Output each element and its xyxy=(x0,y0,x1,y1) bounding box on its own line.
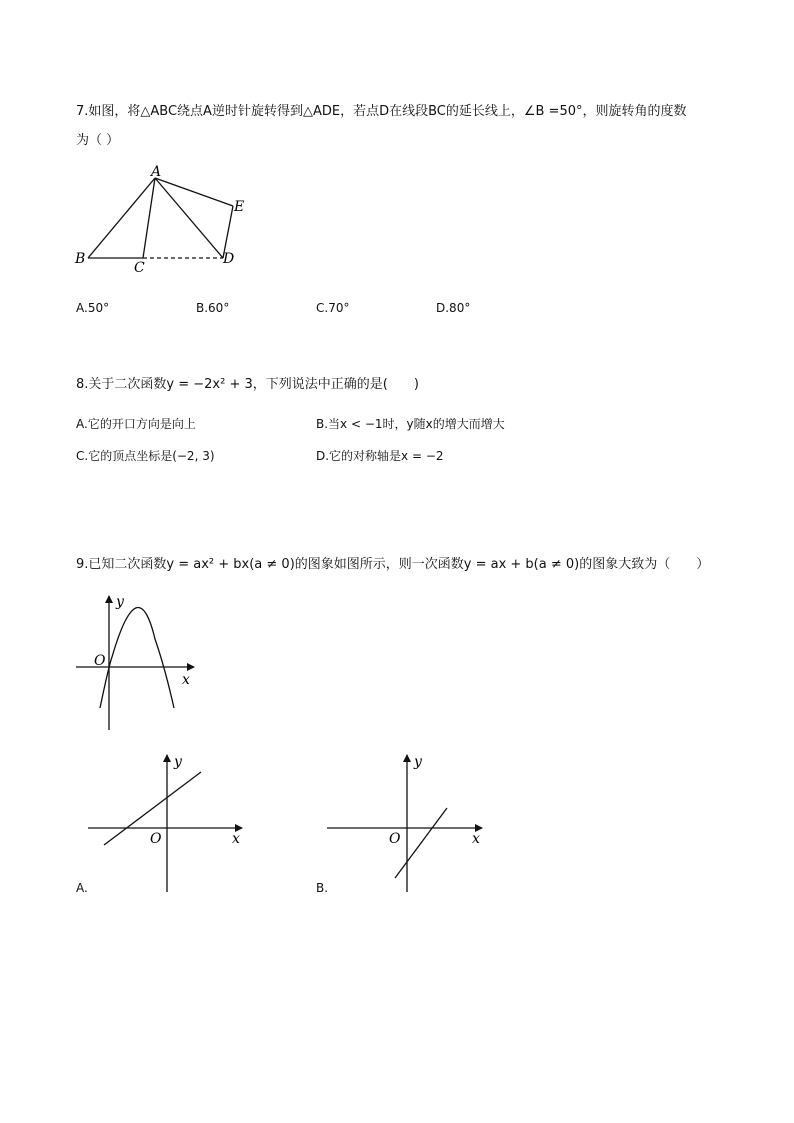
option-b-x-label: x xyxy=(472,831,480,847)
option-b-y-label: y xyxy=(414,754,422,770)
option-a-origin-label: O xyxy=(150,831,162,847)
label-d: D xyxy=(223,251,235,267)
q7-option-c[interactable]: C.70° xyxy=(316,301,350,315)
parabola-x-label: x xyxy=(182,672,190,688)
label-e: E xyxy=(234,199,245,215)
q7-stem-line1: 7.如图，将△ABC绕点A逆时针旋转得到△ADE，若点D在线段BC的延长线上，∠B =50°，则旋转角的度数 xyxy=(76,104,687,119)
q7-option-d[interactable]: D.80° xyxy=(436,301,471,315)
q8-option-b[interactable]: B.当x < −1时，y随x的增大而增大 xyxy=(316,417,505,431)
option-b-line xyxy=(395,808,447,878)
q9-stem: 9.已知二次函数y = ax² + bx(a ≠ 0)的图象如图所示，则一次函数y = ax + b(a ≠ 0)的图象大致为（ ） xyxy=(76,557,710,572)
q7-stem-line2: 为（ ） xyxy=(76,133,120,148)
option-a-y-label: y xyxy=(174,754,182,770)
label-a: A xyxy=(151,164,162,180)
option-b-origin-label: O xyxy=(389,831,401,847)
q8-stem: 8.关于二次函数y = −2x² + 3，下列说法中正确的是( ) xyxy=(76,377,419,392)
label-c: C xyxy=(134,260,145,276)
q7-option-b[interactable]: B.60° xyxy=(196,301,230,315)
q8-option-d[interactable]: D.它的对称轴是x = −2 xyxy=(316,449,444,463)
q8-option-c[interactable]: C.它的顶点坐标是(−2, 3) xyxy=(76,449,215,463)
option-a-x-label: x xyxy=(232,831,240,847)
q8-option-a[interactable]: A.它的开口方向是向上 xyxy=(76,417,196,431)
parabola-curve xyxy=(100,607,174,708)
q7-option-a[interactable]: A.50° xyxy=(76,301,110,315)
parabola-y-label: y xyxy=(116,594,124,610)
q9-option-a[interactable]: A. xyxy=(76,881,88,895)
q9-option-b[interactable]: B. xyxy=(316,881,329,895)
label-b: B xyxy=(75,251,86,267)
parabola-origin-label: O xyxy=(94,653,106,669)
